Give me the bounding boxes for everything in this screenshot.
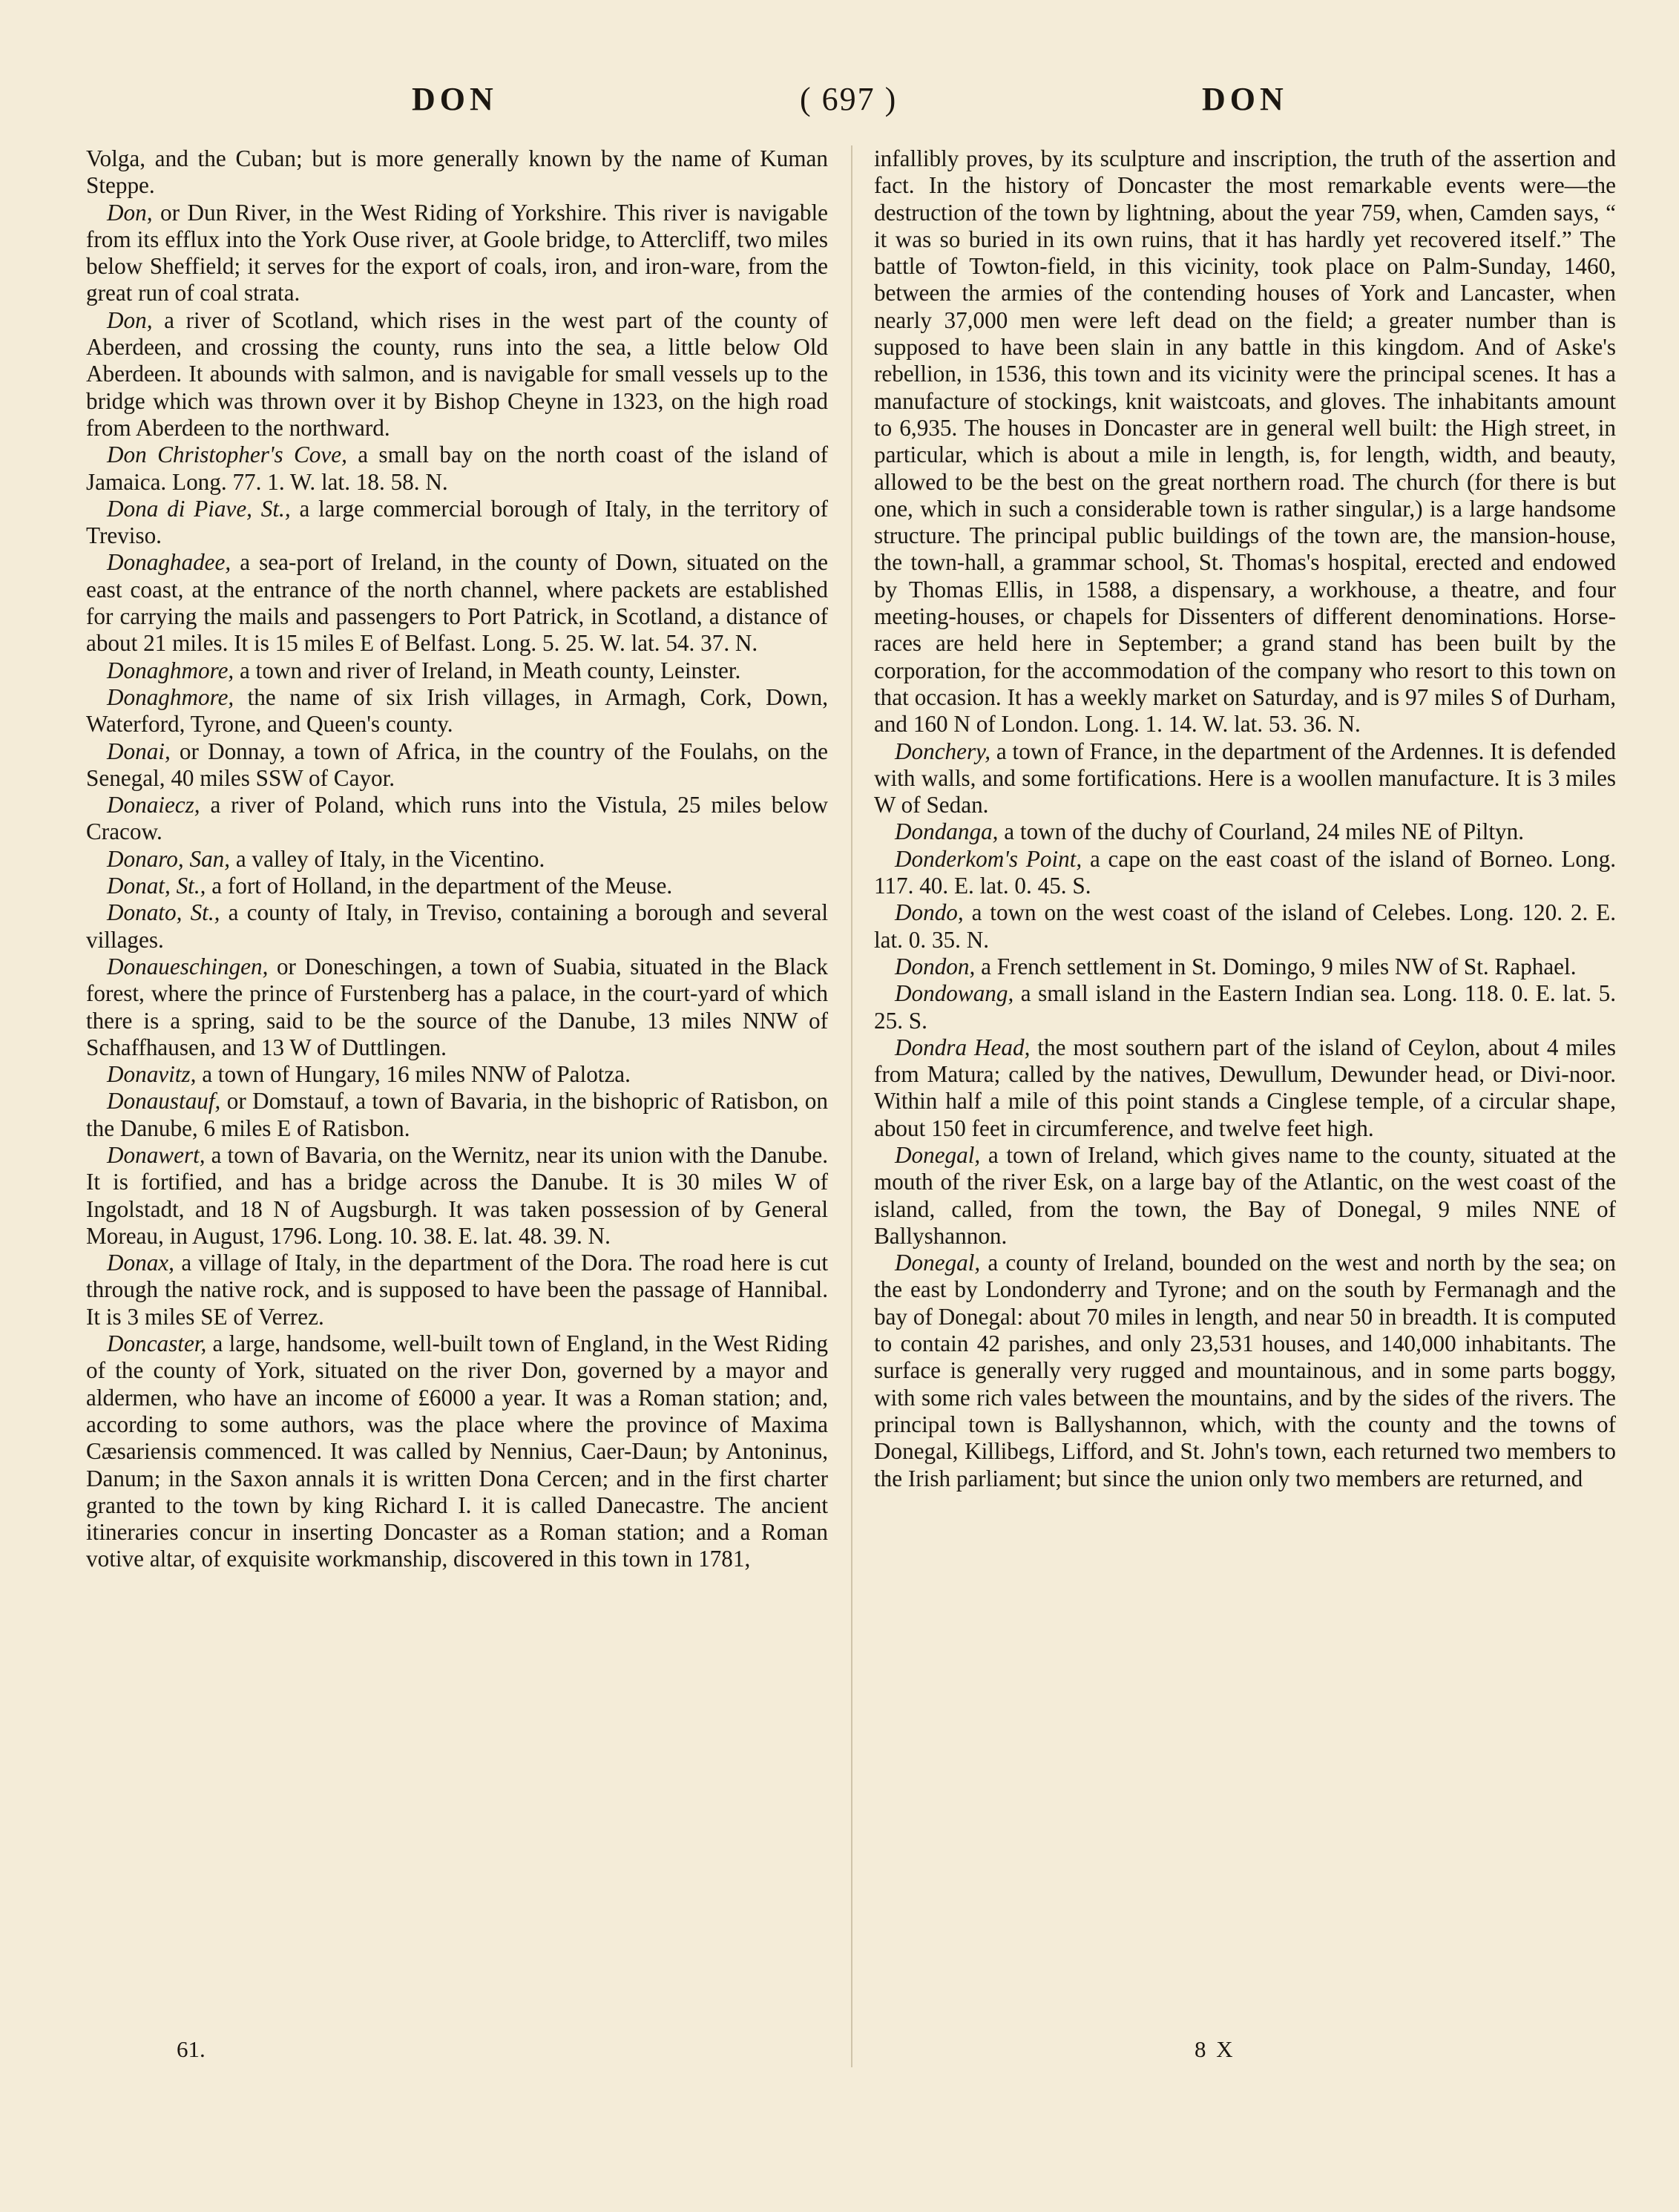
- gazetteer-entry: [874, 738, 1616, 819]
- entry-headword: Donegal,: [895, 1250, 981, 1276]
- entry-text: a river of Scotland, which rises in the west part of the county of Aberdeen, and crossing the county, runs into the sea, a little below Old Aberdeen. It abounds with salmon, and is navigable for small vessels up to the bridge which was thrown over it by Bishop Cheyne in 1323, on the high road from Aberdeen to the northward.: [86, 306, 828, 441]
- page-header: [0, 80, 1679, 125]
- entry-text: a town of Bavaria, on the Wernitz, near its union with the Danube. It is fortified, and has a bridge across the Danube. It is 30 miles W of Ingolstadt, and 18 N of Augsburgh. It was taken possession of by General Moreau, in August, 1796. Long. 10. 38. E. lat. 48. 39. N.: [86, 1141, 828, 1249]
- entry-headword: Donai,: [107, 738, 171, 764]
- entry-text: a cape on the east coast of the island of Borneo. Long. 117. 40. E. lat. 0. 45. S.: [874, 845, 1616, 899]
- entry-headword: Dondo,: [895, 899, 964, 926]
- entry-text: a town of Ireland, which gives name to the county, situated at the mouth of the river Esk, on a large bay of the Atlantic, on the west coast of the island, called, from the town, the Bay of Donegal, 9 miles NNE of Ballyshannon.: [874, 1141, 1616, 1249]
- entry-text: the name of six Irish villages, in Armagh, Cork, Down, Waterford, Tyrone, and Queen's county.: [86, 683, 828, 738]
- entry-headword: Donaghmore,: [107, 657, 234, 683]
- header-right-catchword: DON: [1202, 81, 1288, 117]
- gazetteer-entry: [86, 1250, 828, 1330]
- entry-headword: Donato, St.,: [107, 899, 220, 926]
- entry-headword: Donegal,: [895, 1141, 981, 1168]
- gazetteer-entry: [86, 738, 828, 792]
- gazetteer-entry: [86, 1061, 828, 1088]
- gazetteer-entry: [86, 200, 828, 307]
- right-column: [874, 145, 1616, 1492]
- entry-text: a village of Italy, in the department of the Dora. The road here is cut through the native rock, and is supposed to have been the passage of Hannibal. It is 3 miles SE of Verrez.: [86, 1250, 828, 1330]
- column-divider: [851, 145, 852, 2067]
- entry-text: or Domstauf, a town of Bavaria, in the bishopric of Ratisbon, on the Danube, 6 miles E of Ratisbon.: [86, 1088, 828, 1141]
- gazetteer-entry: [874, 980, 1616, 1034]
- entry-text: or Dun River, in the West Riding of Yorkshire. This river is navigable from its efflux into the York Ouse river, at Goole bridge, to Attercliff, two miles below Sheffield; it serves for the export of coals, iron, and iron-ware, from the great run of coal strata.: [86, 199, 828, 306]
- entry-headword: Don,: [107, 306, 153, 333]
- entry-text: a small island in the Eastern Indian sea. Long. 118. 0. E. lat. 5. 25. S.: [874, 980, 1616, 1034]
- gazetteer-entry: [86, 549, 828, 657]
- gazetteer-entry: [86, 954, 828, 1061]
- entry-text: the most southern part of the island of Ceylon, about 4 miles from Matura; called by the natives, Dewullum, Dewunder head, or Divi-noor. Within half a mile of this point stands a Cinglese temple, of a circular shape, about 150 feet in circumference, and twelve feet high.: [874, 1034, 1616, 1141]
- entry-headword: Don Christopher's Cove,: [107, 442, 347, 468]
- gazetteer-entry: [86, 684, 828, 738]
- entry-text: Volga, and the Cuban; but is more generally known by the name of Kuman Steppe.: [86, 145, 828, 199]
- gazetteer-entry: [874, 846, 1616, 900]
- gazetteer-entry: [874, 1034, 1616, 1142]
- signature-mark-left: 61.: [177, 2036, 206, 2062]
- entry-headword: Dondon,: [895, 953, 976, 979]
- entry-text: a large, handsome, well-built town of England, in the West Riding of the county of York, situated on the river Don, governed by a mayor and aldermen, who have an income of £6000 a year. It was a Roman station; and, according to some authors, was the place where the province of Maxima Cæsariensis commenced. It was called by Nennius, Caer-Daun; by Antoninus, Danum; in the Saxon annals it is written Dona Cercen; and in the first charter granted to the town by king Richard I. it is called Danecastre. The ancient itineraries concur in inserting Doncaster as a Roman station; and a Roman votive altar, of exquisite workmanship, discovered in this town in 1781,: [86, 1330, 828, 1572]
- entry-headword: Dondowang,: [895, 980, 1014, 1007]
- entry-headword: Donat, St.,: [107, 873, 206, 899]
- gazetteer-entry: [874, 1250, 1616, 1492]
- gazetteer-entry: [86, 307, 828, 442]
- entry-headword: Donaro, San,: [107, 845, 231, 872]
- gazetteer-entry: [86, 496, 828, 550]
- entry-text: a county of Italy, in Treviso, containing a borough and several villages.: [86, 899, 828, 953]
- gazetteer-entry: [874, 899, 1616, 954]
- gazetteer-entry: [874, 1142, 1616, 1250]
- left-column: [86, 145, 828, 1573]
- entry-text: a French settlement in St. Domingo, 9 miles NW of St. Raphael.: [975, 953, 1577, 979]
- entry-headword: Dondanga,: [895, 818, 999, 845]
- gazetteer-entry: [86, 792, 828, 846]
- signature-mark-right: 8 X: [1195, 2036, 1235, 2062]
- gazetteer-entry: [86, 1088, 828, 1142]
- entry-headword: Donchery,: [895, 738, 991, 764]
- entry-text: a county of Ireland, bounded on the west and north by the sea; on the east by Londonderry and Tyrone; and on the south by Fermanagh and the bay of Donegal: about 70 miles in length, and near 50 in breadth. It is computed to contain 42 parishes, and only 23,531 houses, and 140,000 inhabitants. The surface is generally very rugged and mountainous, and in some parts boggy, with some rich vales between the mountains, and by the sides of the rivers. The principal town is Ballyshannon, which, with the county and the towns of Donegal, Killibegs, Lifford, and St. John's town, each returned two members to the Irish parliament; but since the union only two members are returned, and: [874, 1250, 1616, 1491]
- entry-text: a river of Poland, which runs into the Vistula, 25 miles below Cracow.: [86, 792, 828, 845]
- entry-headword: Donax,: [107, 1250, 174, 1276]
- entry-text: a fort of Holland, in the department of the Meuse.: [206, 873, 673, 899]
- entry-headword: Donaghmore,: [107, 683, 234, 710]
- entry-headword: Dondra Head,: [895, 1034, 1031, 1060]
- entry-text: a town and river of Ireland, in Meath county, Leinster.: [234, 657, 741, 683]
- entry-text: a town of France, in the department of the Ardennes. It is defended with walls, and some fortifications. Here is a woollen manufacture. It is 3 miles W of Sedan.: [874, 738, 1616, 818]
- gazetteer-entry: [86, 1330, 828, 1573]
- entry-headword: Donawert,: [107, 1141, 206, 1168]
- gazetteer-entry: [874, 954, 1616, 980]
- entry-text: a sea-port of Ireland, in the county of Down, situated on the east coast, at the entrance of the north channel, where packets are established for carrying the mails and passengers to Port Patrick, in Scotland, a distance of about 21 miles. It is 15 miles E of Belfast. Long. 5. 25. W. lat. 54. 37. N.: [86, 549, 828, 657]
- gazetteer-entry: [86, 899, 828, 954]
- entry-text: a town of Hungary, 16 miles NNW of Palotza.: [196, 1061, 631, 1088]
- entry-text: a small bay on the north coast of the island of Jamaica. Long. 77. 1. W. lat. 18. 58. N.: [86, 442, 828, 495]
- entry-text: a large commercial borough of Italy, in the territory of Treviso.: [86, 495, 828, 549]
- entry-headword: Donaueschingen,: [107, 953, 269, 979]
- entry-text: a valley of Italy, in the Vicentino.: [230, 845, 545, 872]
- entry-headword: Doncaster,: [107, 1330, 207, 1357]
- entry-headword: Dona di Piave, St.,: [107, 495, 291, 522]
- entry-headword: Don,: [107, 199, 153, 226]
- header-left-catchword: DON: [412, 81, 498, 117]
- entry-text: infallibly proves, by its sculpture and inscription, the truth of the assertion and fact. In the history of Doncaster the most remarkable events were—the destruction of the town by lightning, about the year 759, when, Camden says, “ it was so buried in its own ruins, that it has hardly yet recovered itself.” The battle of Towton-field, in this vicinity, took place on Palm-Sunday, 1460, between the armies of the contending houses of York and Lancaster, when nearly 37,000 men were left dead on the field; a greater number than is supposed to have been slain in any battle in this kingdom. And of Aske's rebellion, in 1536, this town and its vicinity were the principal scenes. It has a manufacture of stockings, knit waistcoats, and gloves. The inhabitants amount to 6,935. The houses in Doncaster are in general well built: the High street, in particular, which is about a mile in length, is, for length, width, and beauty, allowed to be the best on the great northern road. The church (for there is but one, which in such a considerable town is rather singular,) is a large handsome structure. The principal public buildings of the town are, the mansion-house, the town-hall, a grammar school, St. Thomas's hospital, erected and endowed by Thomas Ellis, in 1588, a dispensary, a workhouse, a theatre, and four meeting-houses, or chapels for Dissenters of different denominations. Horse-races are held here in September; a grand stand has been built by the corporation, for the accommodation of the company who resort to this town on that occasion. It has a weekly market on Saturday, and is 97 miles S of Durham, and 160 N of London. Long. 1. 14. W. lat. 53. 36. N.: [874, 145, 1616, 738]
- entry-text: a town on the west coast of the island of Celebes. Long. 120. 2. E. lat. 0. 35. N.: [874, 899, 1616, 953]
- entry-headword: Donaiecz,: [107, 792, 200, 818]
- entry-text: or Doneschingen, a town of Suabia, situated in the Black forest, where the prince of Furstenberg has a palace, in the court-yard of which there is a spring, said to be the source of the Danube, 13 miles NNW of Schaffhausen, and 13 W of Duttlingen.: [86, 953, 828, 1060]
- gazetteer-entry: [86, 873, 828, 899]
- entry-headword: Donavitz,: [107, 1061, 197, 1088]
- gazetteer-entry: [86, 442, 828, 496]
- entry-headword: Donderkom's Point,: [895, 845, 1082, 872]
- page-number: ( 697 ): [800, 81, 898, 117]
- gazetteer-entry: [874, 145, 1616, 738]
- entry-headword: Donaghadee,: [107, 549, 231, 576]
- entry-text: or Donnay, a town of Africa, in the country of the Foulahs, on the Senegal, 40 miles SSW of Cayor.: [86, 738, 828, 791]
- gazetteer-entry: [86, 1142, 828, 1250]
- entry-headword: Donaustauf,: [107, 1088, 221, 1115]
- gazetteer-entry: [86, 657, 828, 684]
- gazetteer-entry: [86, 846, 828, 873]
- entry-text: a town of the duchy of Courland, 24 miles NE of Piltyn.: [998, 818, 1525, 845]
- gazetteer-entry: [86, 145, 828, 200]
- gazetteer-entry: [874, 818, 1616, 845]
